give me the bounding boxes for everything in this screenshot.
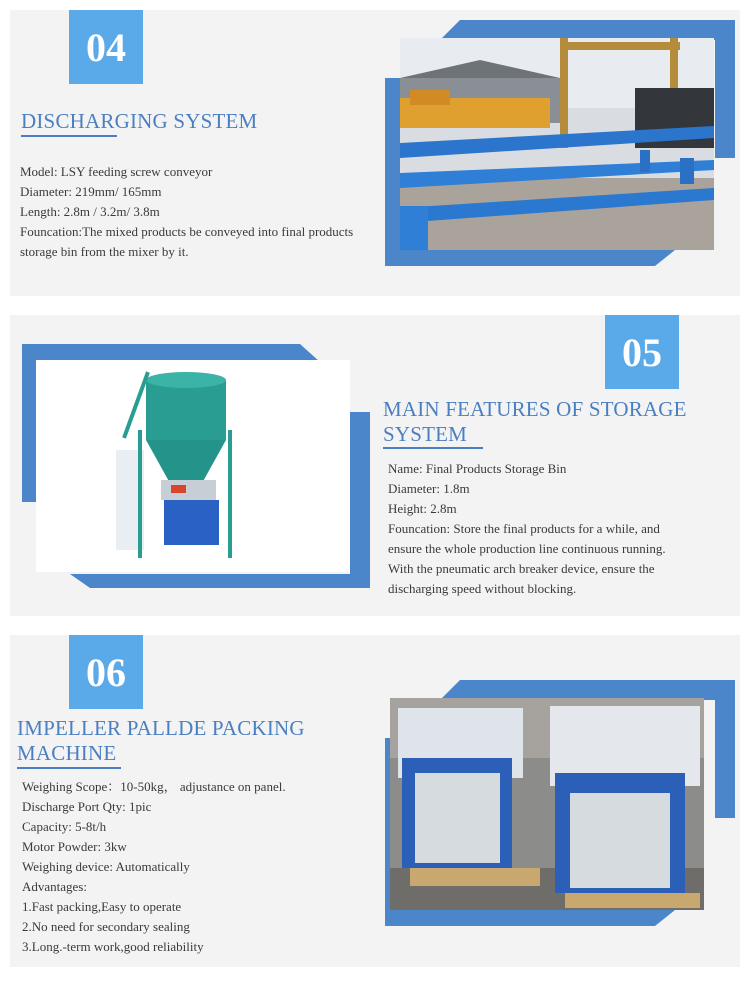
spec-line: 1.Fast packing,Easy to operate <box>22 899 182 914</box>
title-underline <box>21 135 117 137</box>
spec-line: With the pneumatic arch breaker device, ensure the <box>388 561 655 576</box>
spec-line: Founcation:The mixed products be conveyed into final products <box>20 224 354 239</box>
section-title-discharging: DISCHARGING SYSTEM <box>21 109 258 133</box>
packing-machine-photo <box>390 698 704 910</box>
spec-line: Name: Final Products Storage Bin <box>388 461 567 476</box>
section-number-05: 05 <box>605 315 679 389</box>
spec-line: Diameter: 1.8m <box>388 481 470 496</box>
spec-line: discharging speed without blocking. <box>388 581 577 596</box>
screw-conveyor-photo <box>400 38 714 250</box>
section-title-packing <box>17 716 305 766</box>
spec-line: Diameter: 219mm/ 165mm <box>20 184 162 199</box>
spec-line: Weighing device: Automatically <box>22 859 190 874</box>
storage-specs <box>388 459 666 599</box>
spec-line: Discharge Port Qty: 1pic <box>22 799 152 814</box>
spec-line: Length: 2.8m / 3.2m/ 3.8m <box>20 204 160 219</box>
spec-line: Advantages: <box>22 879 87 894</box>
title-line: MACHINE <box>17 741 117 765</box>
title-line: IMPELLER PALLDE PACKING <box>17 716 305 740</box>
section-number-06: 06 <box>69 635 143 709</box>
spec-line: Motor Powder: 3kw <box>22 839 127 854</box>
discharging-specs <box>20 162 353 262</box>
spec-line: Founcation: Store the final products for a while, and <box>388 521 660 536</box>
section-number-04: 04 <box>69 10 143 84</box>
section-title-storage <box>383 397 687 447</box>
packing-specs <box>22 777 286 957</box>
spec-line: storage bin from the mixer by it. <box>20 244 189 259</box>
storage-bin-photo <box>36 360 350 572</box>
title-underline <box>383 447 483 449</box>
title-line: MAIN FEATURES OF STORAGE <box>383 397 687 421</box>
title-underline <box>17 767 121 769</box>
spec-line: Capacity: 5-8t/h <box>22 819 107 834</box>
spec-line: Height: 2.8m <box>388 501 457 516</box>
spec-line: ensure the whole production line continuous running. <box>388 541 666 556</box>
title-line: SYSTEM <box>383 422 468 446</box>
spec-line: 3.Long.-term work,good reliability <box>22 939 204 954</box>
spec-line: Weighing Scope：10-50kg， adjustance on panel. <box>22 779 286 794</box>
spec-line: 2.No need for secondary sealing <box>22 919 190 934</box>
spec-line: Model: LSY feeding screw conveyor <box>20 164 213 179</box>
